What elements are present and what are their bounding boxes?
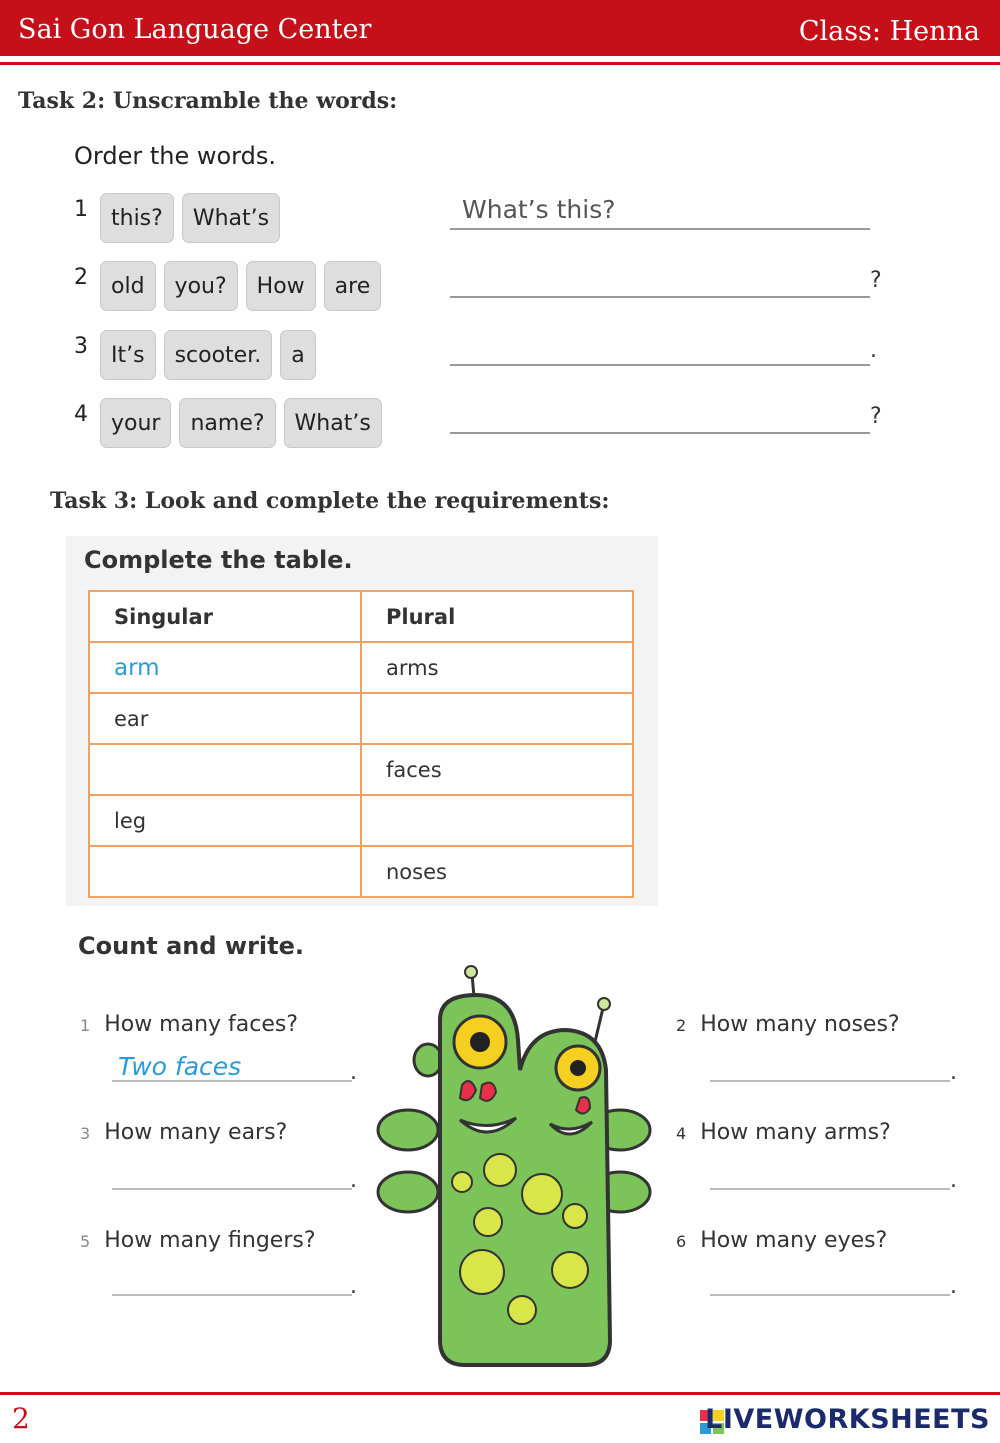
answer-field[interactable] [710, 1160, 950, 1190]
end-punctuation: . [870, 338, 877, 363]
question-item [80, 1228, 316, 1253]
row-number: 4 [74, 402, 88, 427]
word-tiles [100, 193, 280, 243]
question-item [676, 1012, 900, 1037]
word-tile[interactable]: How [246, 261, 316, 311]
order-instruction: Order the words. [74, 142, 276, 170]
word-tile[interactable]: a [280, 330, 315, 380]
word-tiles [100, 330, 316, 380]
answer-field[interactable] [710, 1266, 950, 1296]
question-text: How many faces? [104, 1012, 299, 1037]
question-number: 3 [80, 1124, 91, 1143]
word-tile[interactable]: What’s [182, 193, 280, 243]
period-mark: . [350, 1168, 357, 1193]
end-punctuation: ? [870, 268, 882, 293]
question-text: How many eyes? [700, 1228, 888, 1253]
answer-field[interactable] [112, 1266, 352, 1296]
row-number: 3 [74, 334, 88, 359]
answer-field[interactable] [450, 258, 870, 298]
task2-title: Task 2: Unscramble the words: [18, 88, 398, 114]
word-tile[interactable]: your [100, 398, 171, 448]
table-instruction: Complete the table. [84, 546, 353, 574]
question-number: 5 [80, 1232, 91, 1251]
word-tile[interactable]: name? [179, 398, 275, 448]
table-cell: arm [89, 642, 361, 693]
table-cell: noses [361, 846, 633, 897]
answer-field[interactable]: Two faces [112, 1052, 352, 1082]
column-header-plural: Plural [361, 591, 633, 642]
table-row [89, 693, 633, 744]
answer-field[interactable]: What’s this? [450, 190, 870, 230]
end-punctuation: ? [870, 404, 882, 429]
word-tile[interactable]: What’s [284, 398, 382, 448]
footer-divider [0, 1392, 1000, 1395]
table-input-cell[interactable] [361, 693, 633, 744]
table-cell: arms [361, 642, 633, 693]
table-cell: faces [361, 744, 633, 795]
question-number: 4 [676, 1124, 687, 1143]
answer-field[interactable] [450, 394, 870, 434]
table-row [89, 642, 633, 693]
period-mark: . [950, 1168, 957, 1193]
word-tile[interactable]: you? [164, 261, 238, 311]
word-tile[interactable]: this? [100, 193, 174, 243]
word-tile[interactable]: It’s [100, 330, 156, 380]
class-label: Class: Henna [798, 16, 980, 47]
question-text: How many arms? [700, 1120, 891, 1145]
question-item [676, 1228, 887, 1253]
table-row [89, 744, 633, 795]
answer-field[interactable] [112, 1160, 352, 1190]
question-item [80, 1012, 298, 1037]
question-item [676, 1120, 891, 1145]
word-tiles [100, 261, 381, 311]
table-input-cell[interactable] [89, 744, 361, 795]
table-cell: ear [89, 693, 361, 744]
singular-plural-table [88, 590, 634, 898]
question-text: How many noses? [700, 1012, 900, 1037]
task3-title: Task 3: Look and complete the requirements: [50, 488, 610, 514]
word-tile[interactable]: are [324, 261, 382, 311]
row-number: 2 [74, 265, 88, 290]
word-tile[interactable]: old [100, 261, 156, 311]
table-row [89, 846, 633, 897]
count-instruction: Count and write. [78, 932, 305, 960]
period-mark: . [350, 1274, 357, 1299]
table-input-cell[interactable] [89, 846, 361, 897]
answer-field[interactable] [450, 326, 870, 366]
question-item [80, 1120, 287, 1145]
table-cell: leg [89, 795, 361, 846]
period-mark: . [950, 1060, 957, 1085]
answer-field[interactable] [710, 1052, 950, 1082]
word-tiles [100, 398, 382, 448]
table-row [89, 795, 633, 846]
period-mark: . [950, 1274, 957, 1299]
page-number: 2 [12, 1402, 30, 1435]
monster-illustration [370, 960, 660, 1380]
school-name: Sai Gon Language Center [18, 14, 372, 45]
period-mark: . [350, 1060, 357, 1085]
row-number: 1 [74, 197, 88, 222]
question-number: 6 [676, 1232, 687, 1251]
question-number: 1 [80, 1016, 91, 1035]
page-header [0, 0, 1000, 56]
table-header-row [89, 591, 633, 642]
column-header-singular: Singular [89, 591, 361, 642]
word-tile[interactable]: scooter. [164, 330, 273, 380]
table-input-cell[interactable] [361, 795, 633, 846]
header-divider [0, 62, 1000, 65]
question-number: 2 [676, 1016, 687, 1035]
question-text: How many ears? [104, 1120, 288, 1145]
brand-wordmark[interactable]: LIVEWORKSHEETS [705, 1404, 990, 1435]
question-text: How many fingers? [104, 1228, 316, 1253]
